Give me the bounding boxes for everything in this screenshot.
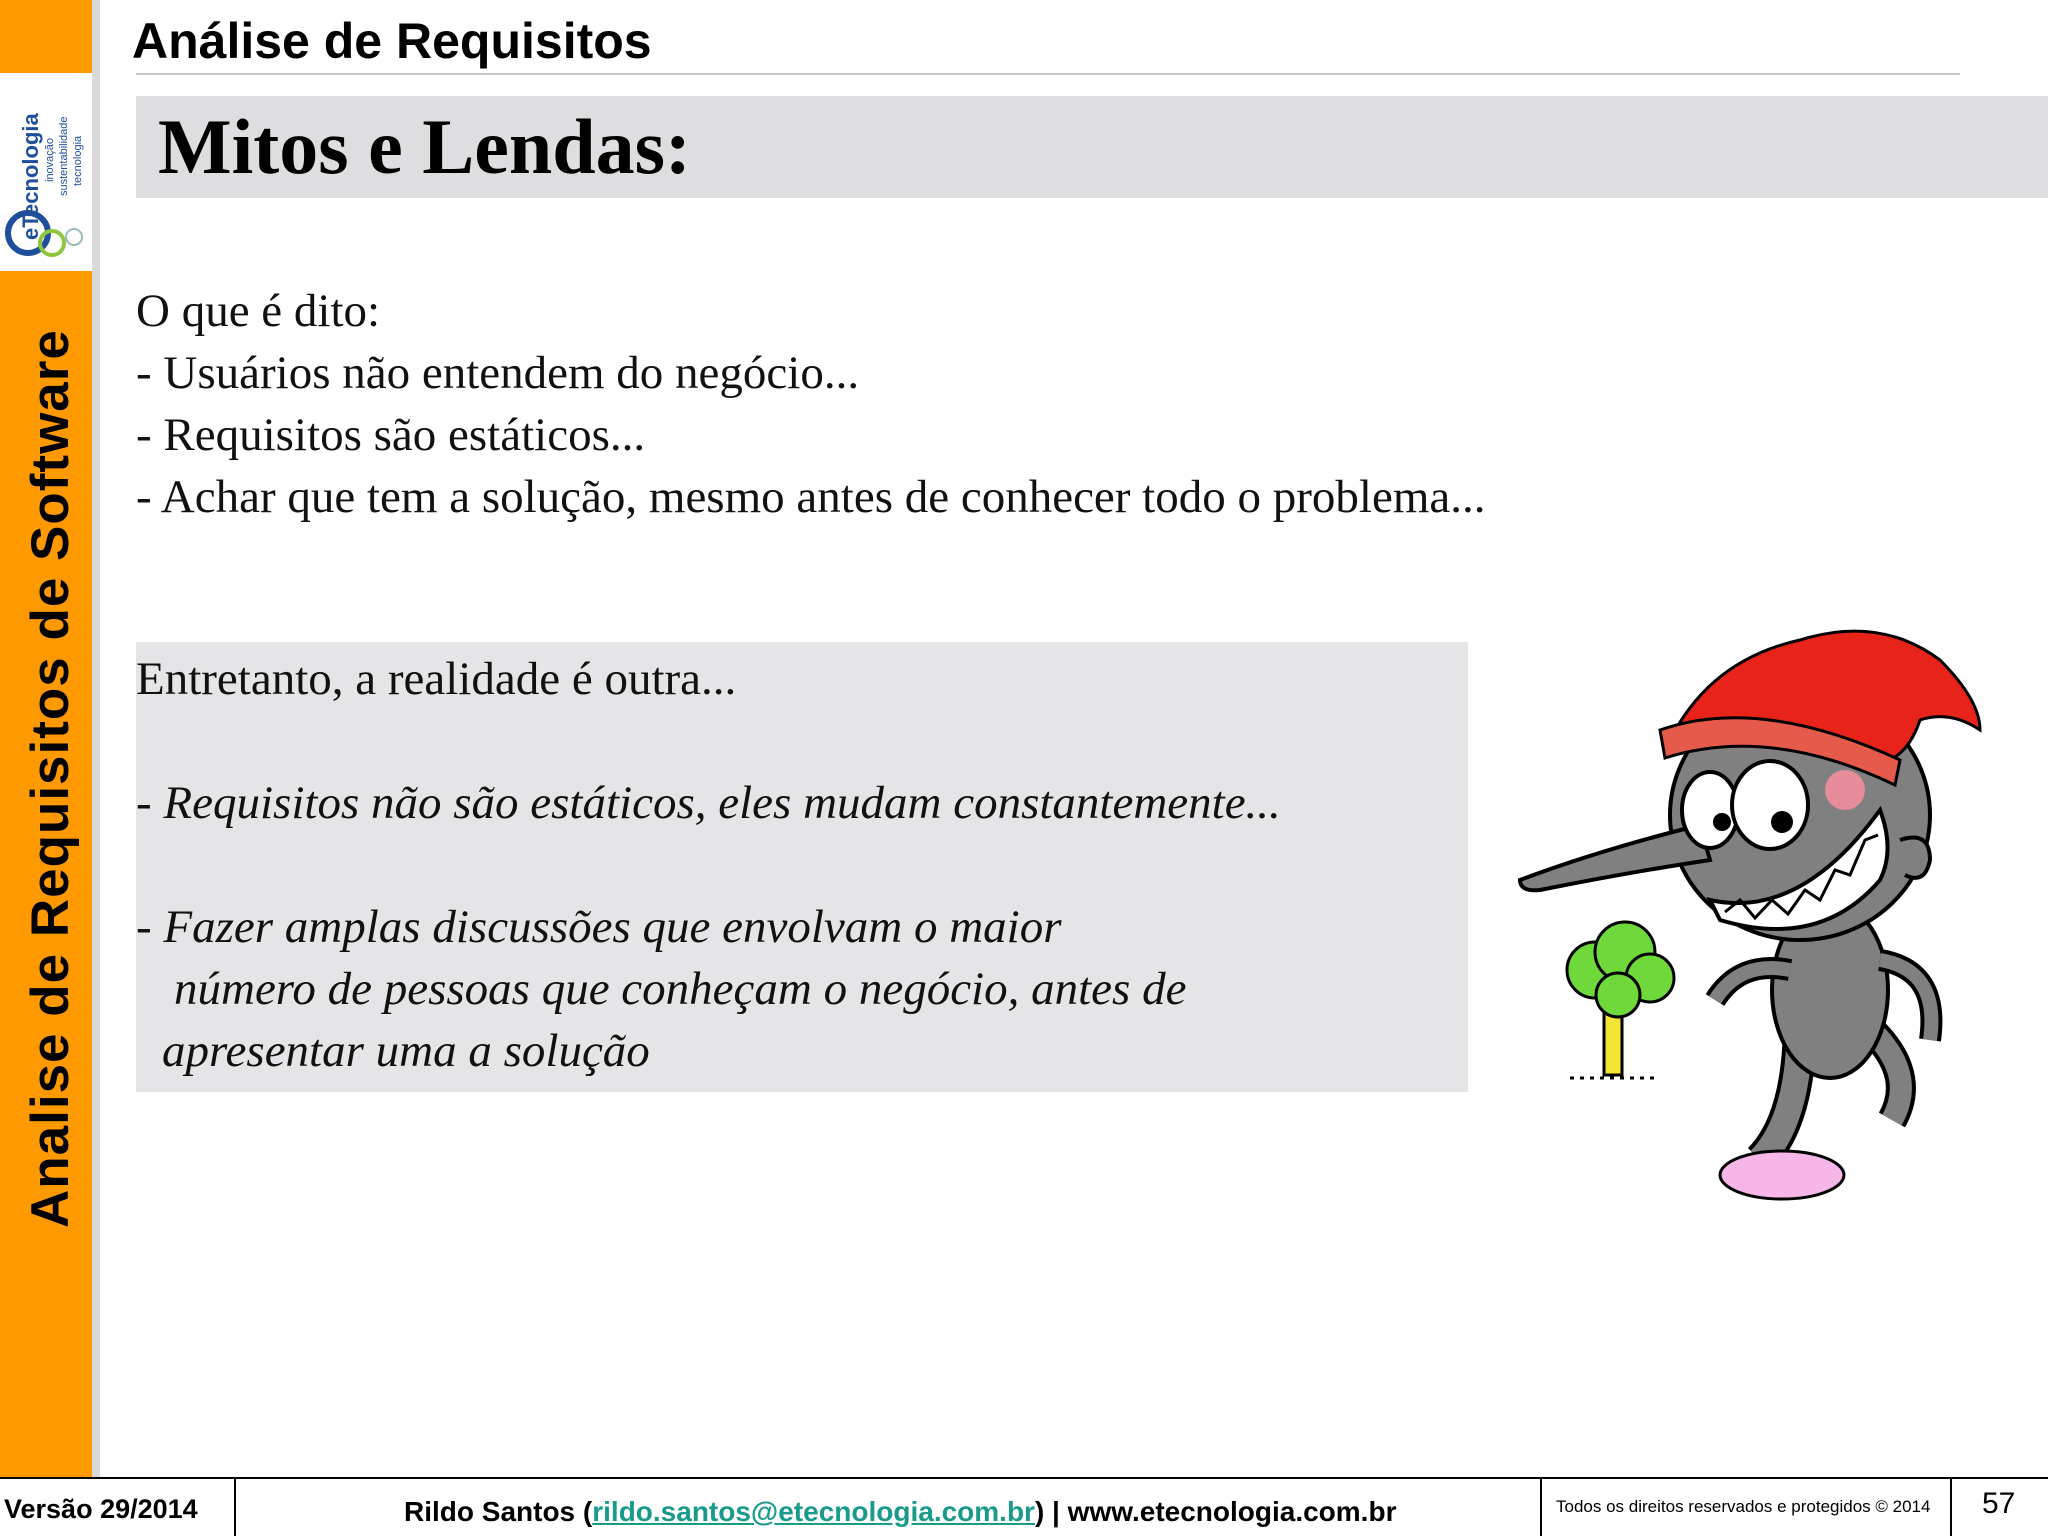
said-item: - Achar que tem a solução, mesmo antes de conhecer todo o problema... [136,471,1486,523]
said-item: - Requisitos são estáticos... [136,409,646,461]
said-heading: O que é dito: [136,285,381,337]
reality-point-text: Fazer amplas discussões que envolvam o maior [163,901,1062,953]
reality-content [136,648,1281,1082]
course-title: Análise de Requisitos [132,13,652,69]
logo-tagline-3: tecnologia [72,135,84,186]
slide-title-bar [136,96,2048,198]
reality-point-continuation: número de pessoas que conheçam o negócio, antes de [174,963,1187,1015]
reality-point-dash: - [136,777,164,829]
logo-tagline-2: sustentabilidade [58,116,70,196]
reality-point-dash: - [136,901,164,953]
footer-separator [1540,1479,1542,1536]
footer-separator [1950,1479,1952,1536]
footer-divider [0,1477,2048,1479]
footer-separator [234,1479,236,1536]
reality-heading: Entretanto, a realidade é outra... [136,653,737,705]
vertical-course-title: Analise de Requisitos de Software [21,329,80,1228]
logo-tagline-1: inovação [44,137,56,182]
logo-brand-text: eTecnologia [18,113,43,240]
page-number: 57 [1982,1487,2016,1520]
reality-point-text: Requisitos não são estáticos, eles mudam constantemente... [163,777,1281,829]
author-email-link[interactable]: rildo.santos@etecnologia.com.br [592,1496,1035,1527]
reality-box [136,642,1468,1092]
gnome-character-illustration [1500,600,2000,1210]
header-divider [136,73,1960,75]
said-section [136,280,1485,528]
footer-copyright: Todos os direitos reservados e protegidos © 2014 [1556,1497,1931,1516]
footer-author-name: Rildo Santos ( [404,1496,593,1527]
footer-author [404,1496,1396,1528]
reality-point [136,896,1281,958]
reality-point-continuation: apresentar uma a solução [162,1025,650,1077]
slide-title: Mitos e Lendas: [158,103,691,190]
footer-website: ) | www.etecnologia.com.br [1034,1496,1397,1527]
footer-version: Versão 29/2014 [4,1494,198,1524]
tree-icon [1567,922,1674,1078]
sidebar-shadow [92,0,100,1478]
reality-point [136,772,1281,834]
said-item: - Usuários não entendem do negócio... [136,347,860,399]
